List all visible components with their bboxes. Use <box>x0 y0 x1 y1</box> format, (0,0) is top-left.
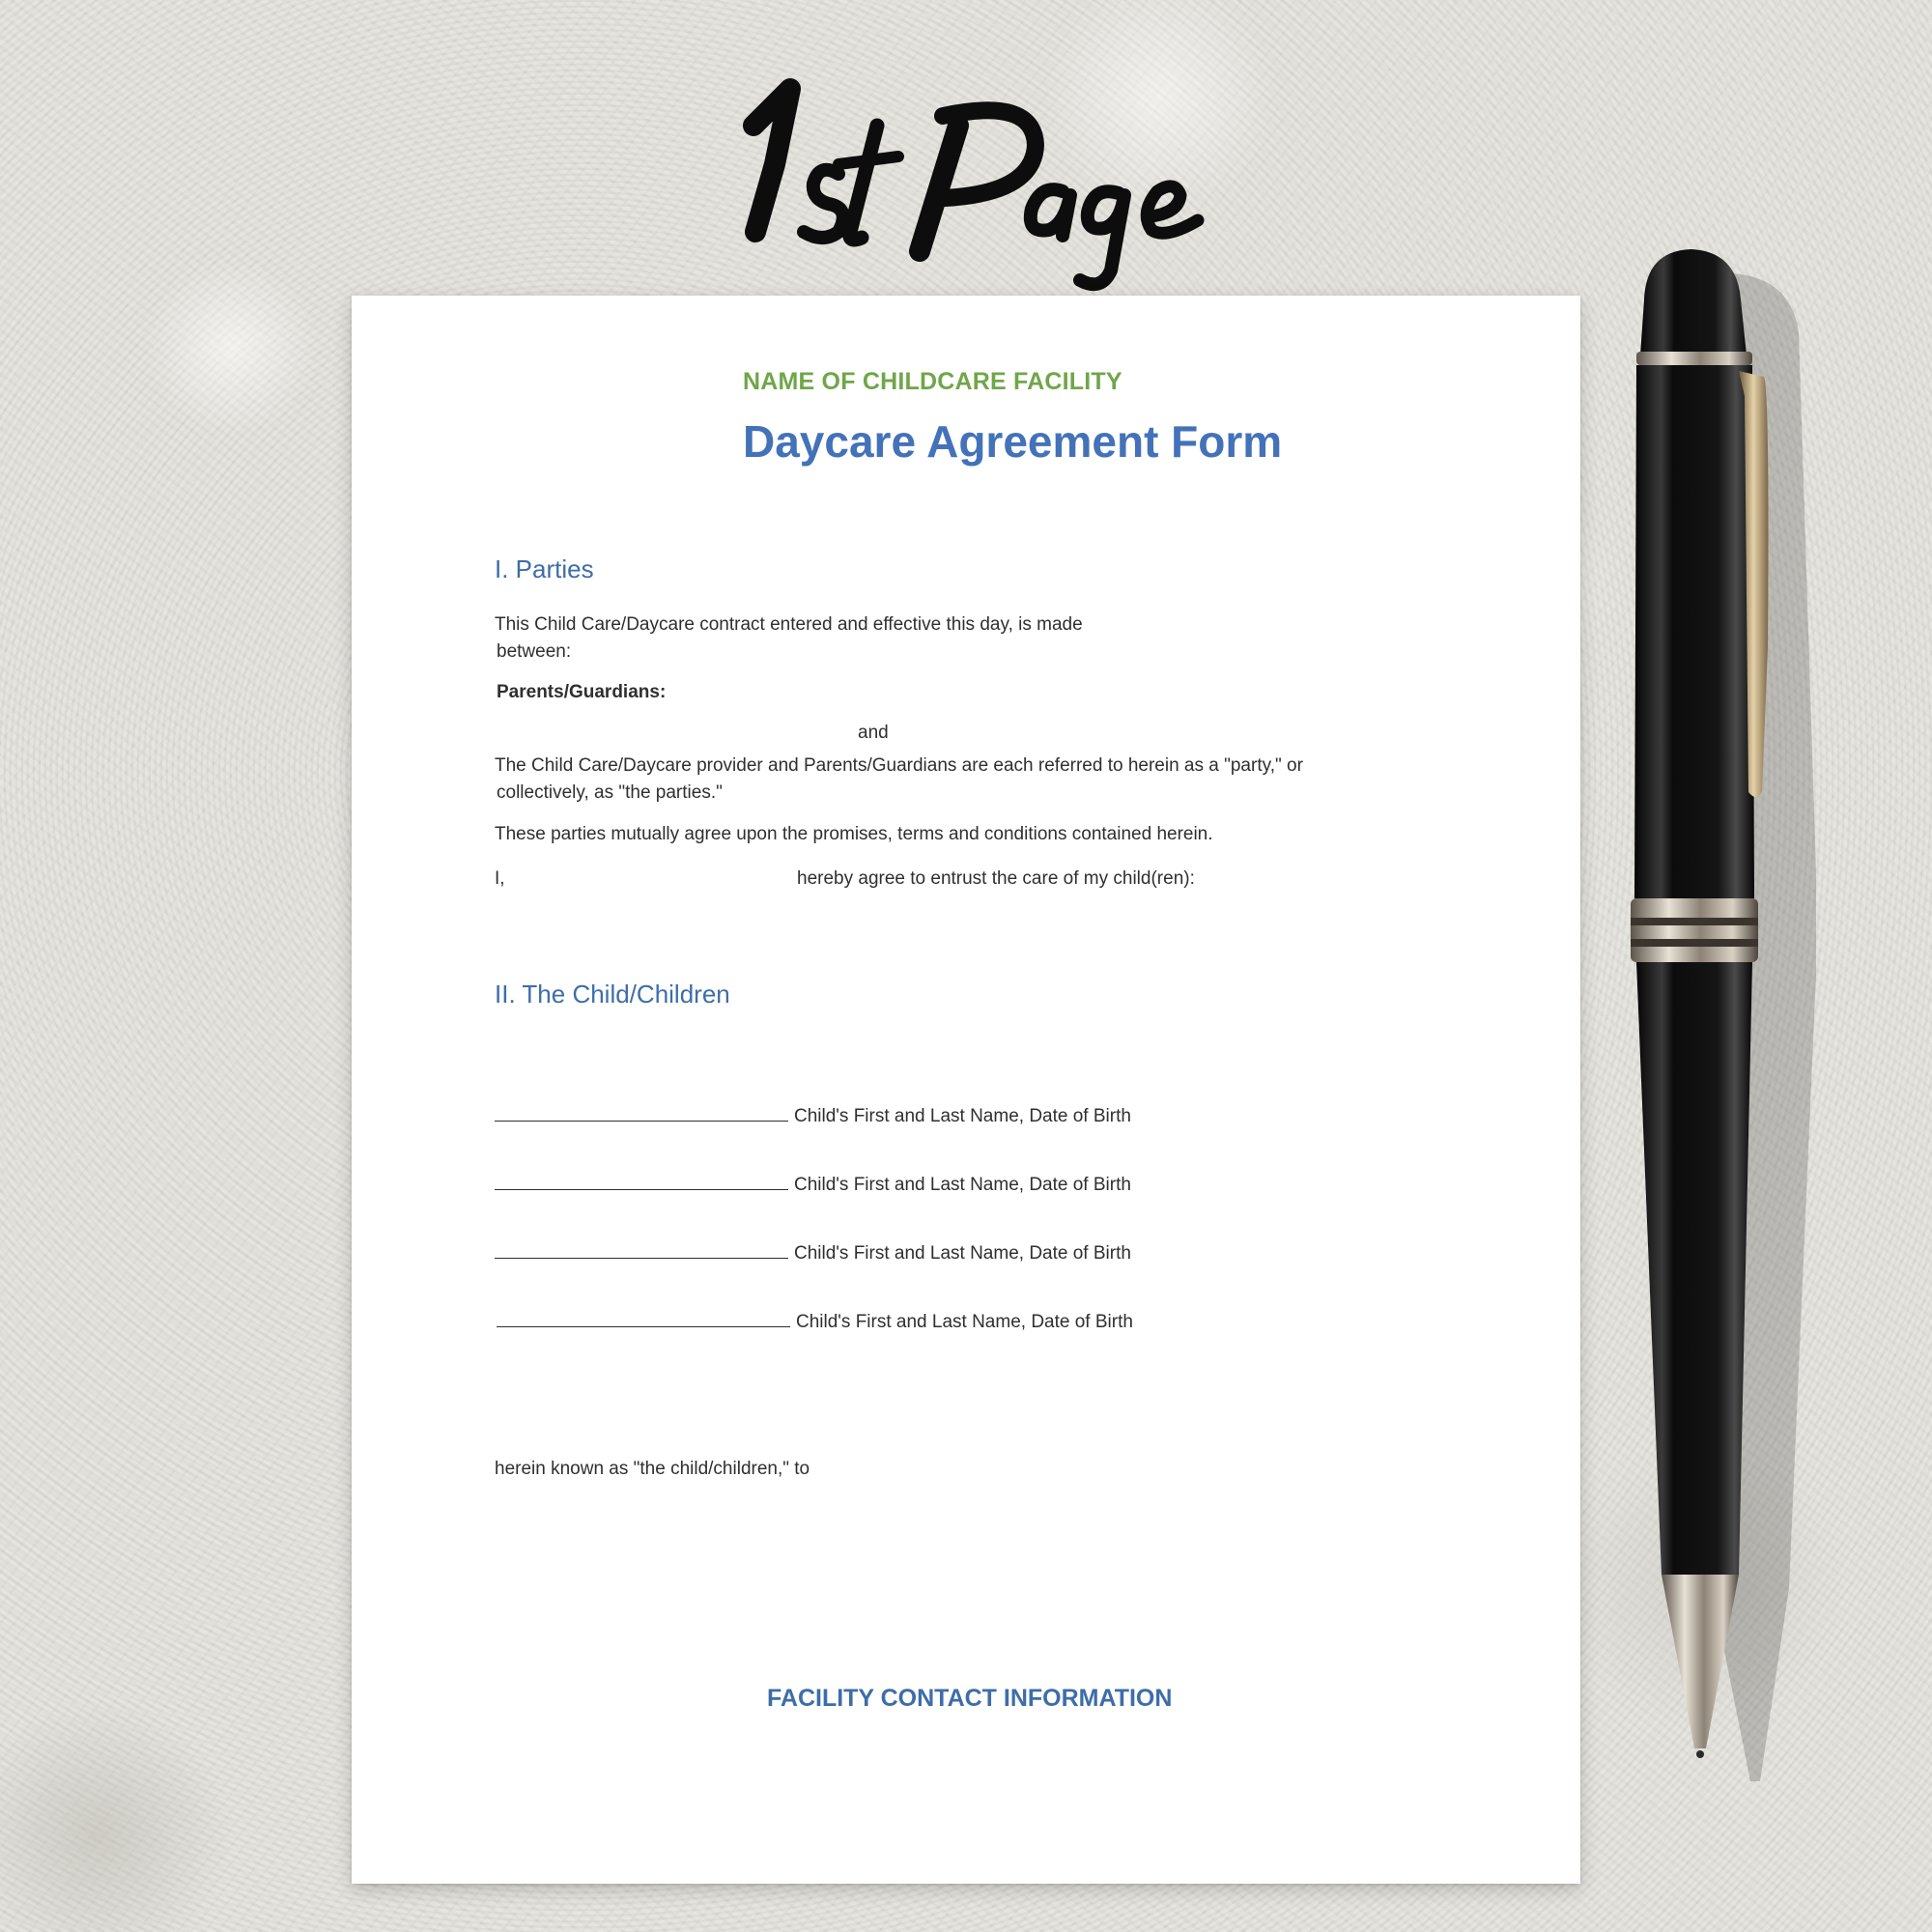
agree-line: These parties mutually agree upon the promises, terms and conditions contained herein. <box>495 824 1213 844</box>
svg-text:1st Page: 1st Page <box>715 39 719 40</box>
child-name-blank[interactable] <box>495 1236 788 1259</box>
intro-line-2: between: <box>497 641 572 662</box>
section-children-heading: II. The Child/Children <box>495 980 730 1009</box>
entrust-prefix: I, <box>495 868 505 889</box>
parents-guardians-label: Parents/Guardians: <box>497 682 667 702</box>
entrust-text: hereby agree to entrust the care of my child(ren): <box>797 868 1195 889</box>
child-row <box>495 1099 1131 1130</box>
and-text: and <box>858 723 889 743</box>
page-banner-title <box>715 39 1256 299</box>
child-row <box>495 1236 1131 1267</box>
document-page <box>352 296 1580 1884</box>
party-line-2: collectively, as "the parties." <box>497 782 723 803</box>
herein-text: herein known as "the child/children," to <box>495 1459 810 1479</box>
party-line-1: The Child Care/Daycare provider and Parents/Guardians are each referred to herein as a "party," or <box>495 755 1303 776</box>
form-title: Daycare Agreement Form <box>743 416 1283 467</box>
child-row-label: Child's First and Last Name, Date of Birth <box>796 1312 1133 1332</box>
child-name-blank[interactable] <box>497 1305 790 1327</box>
child-name-blank[interactable] <box>495 1099 788 1122</box>
child-row-label: Child's First and Last Name, Date of Birth <box>794 1106 1131 1126</box>
child-row <box>495 1168 1131 1199</box>
intro-line-1: This Child Care/Daycare contract entered and effective this day, is made <box>495 614 1083 635</box>
child-name-blank[interactable] <box>495 1168 788 1190</box>
section-parties-heading: I. Parties <box>495 554 594 583</box>
child-row-label: Child's First and Last Name, Date of Birth <box>794 1243 1131 1264</box>
facility-name: NAME OF CHILDCARE FACILITY <box>743 368 1122 395</box>
child-row <box>497 1305 1133 1336</box>
pen-image <box>1623 242 1816 1787</box>
facility-contact-heading: FACILITY CONTACT INFORMATION <box>767 1685 1173 1712</box>
child-row-label: Child's First and Last Name, Date of Birth <box>794 1175 1131 1195</box>
